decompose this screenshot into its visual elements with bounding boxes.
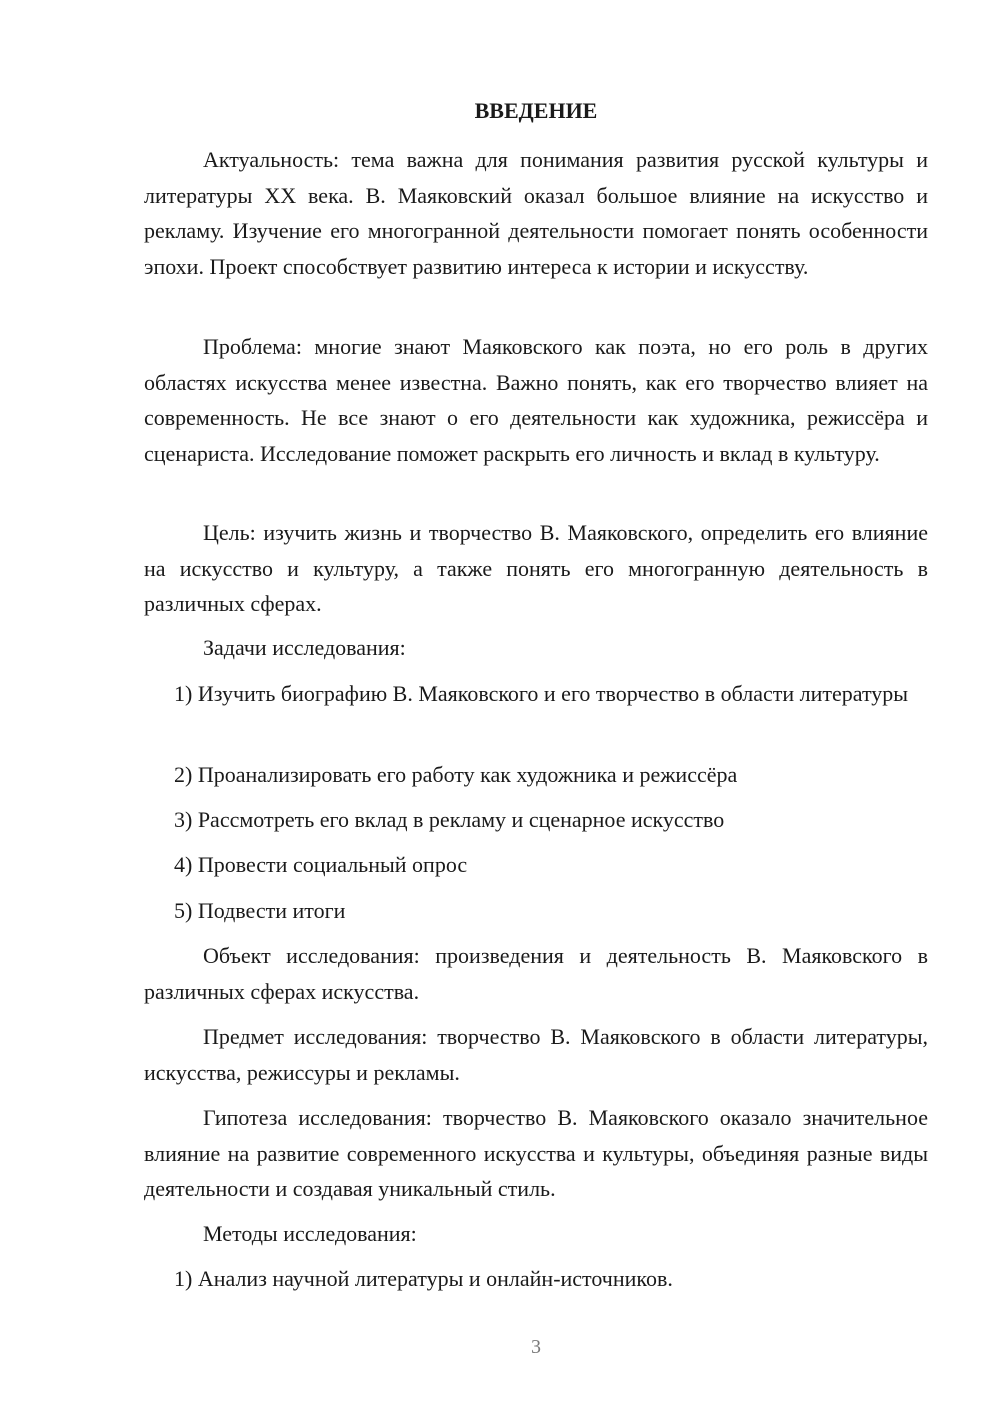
task-item-5: 5) Подвести итоги [174, 898, 346, 923]
tasks-heading: Задачи исследования: [203, 635, 406, 660]
problem-paragraph: Проблема: многие знают Маяковского как поэта, но его роль в других областях искусства менее известна. Важно понять, как его творчество влияет на современность. Не все знают о его деятельности как художника, режиссёра и сценариста. Исследование поможет раскрыть его личность и вклад в культуру. [144, 334, 928, 466]
object-paragraph: Объект исследования: произведения и деятельность В. Маяковского в различных сферах искусства. [144, 943, 928, 1004]
relevance-paragraph: Актуальность: тема важна для понимания развития русской культуры и литературы XX века. В. Маяковский оказал большое влияние на искусство и рекламу. Изучение его многогранной деятельности помогает понять особенности эпохи. Проект способствует развитию интереса к истории и искусству. [144, 147, 928, 279]
task-item-3: 3) Рассмотреть его вклад в рекламу и сценарное искусство [174, 807, 725, 832]
methods-heading: Методы исследования: [203, 1221, 417, 1246]
page-number: 3 [531, 1336, 541, 1358]
section-title: ВВЕДЕНИЕ [474, 98, 598, 123]
subject-paragraph: Предмет исследования: творчество В. Маяковского в области литературы, искусства, режиссуры и рекламы. [144, 1024, 928, 1085]
task-item-1: 1) Изучить биографию В. Маяковского и его творчество в области литературы [174, 681, 909, 706]
goal-paragraph: Цель: изучить жизнь и творчество В. Маяковского, определить его влияние на искусство и культуру, а также понять его многогранную деятельность в различных сферах. [144, 520, 928, 616]
task-item-2: 2) Проанализировать его работу как художника и режиссёра [174, 762, 738, 787]
method-item-1: 1) Анализ научной литературы и онлайн-источников. [174, 1266, 673, 1291]
hypothesis-paragraph: Гипотеза исследования: творчество В. Маяковского оказало значительное влияние на развитие современного искусства и культуры, объединяя разные виды деятельности и создавая уникальный стиль. [144, 1105, 928, 1201]
task-item-4: 4) Провести социальный опрос [174, 852, 468, 877]
